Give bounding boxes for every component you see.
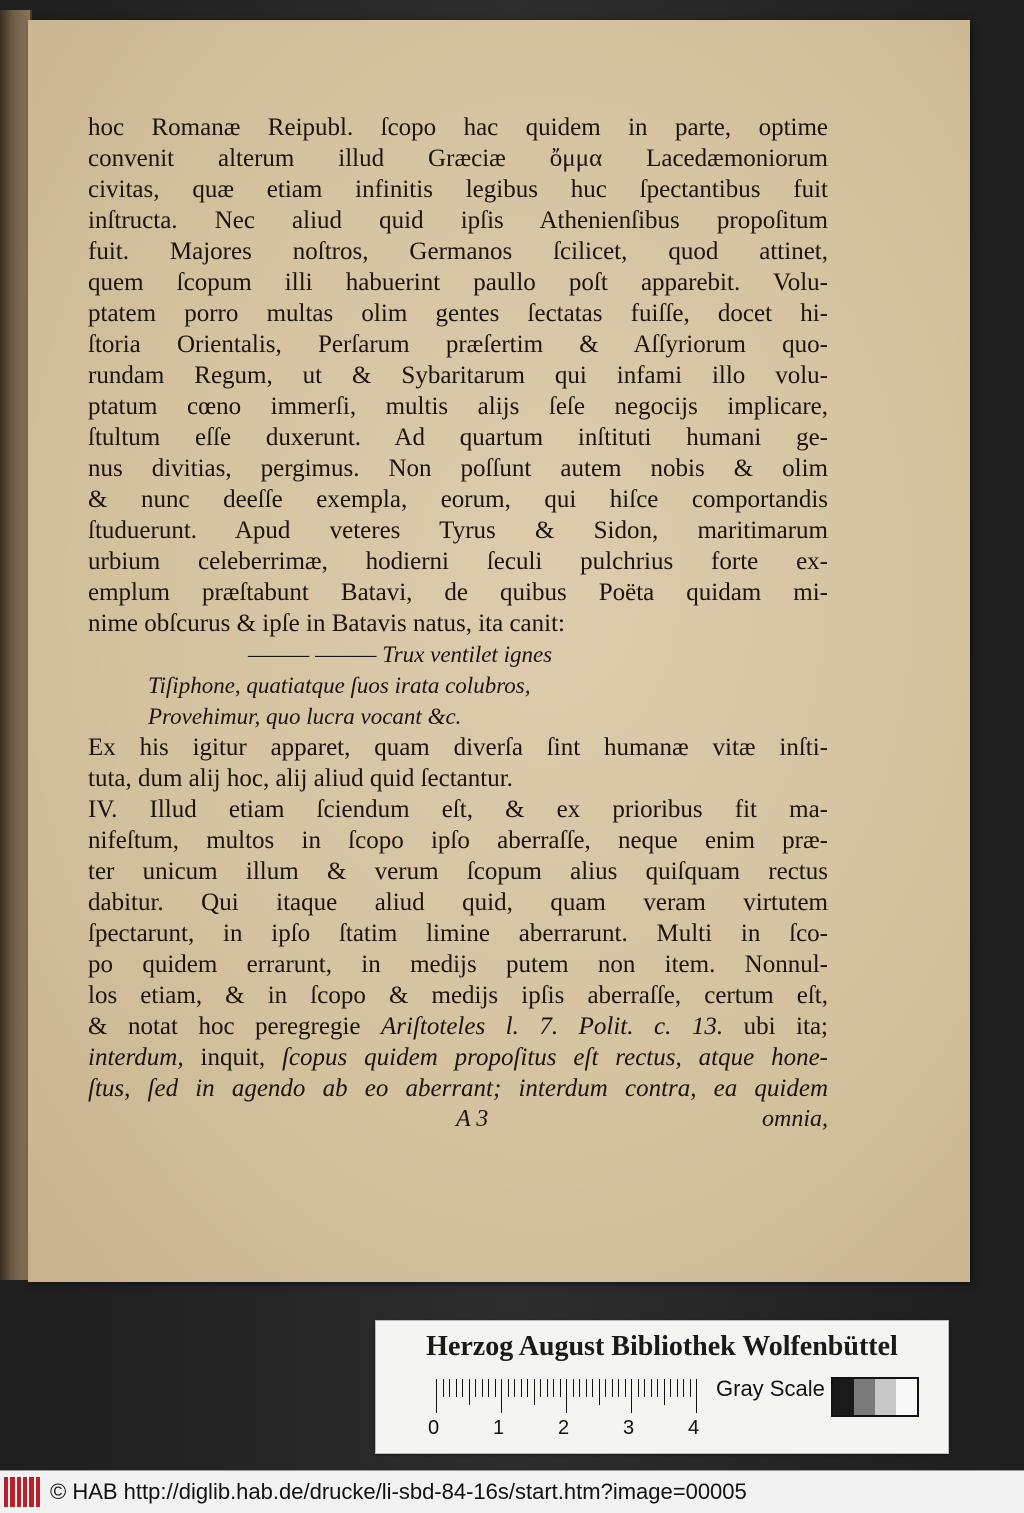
text-line: ptatum cœno immerſi, multis alijs ſeſe negocijs implicare, [88, 393, 828, 420]
text-line-inquit [88, 1042, 828, 1073]
ruler-tick [436, 1379, 437, 1413]
text-line: dabitur. Qui itaque aliud quid, quam veram virtutem [88, 889, 828, 916]
ruler-tick [521, 1379, 522, 1397]
text-line: inſtructa. Nec aliud quid ipſis Athenienſibus propoſitum [88, 207, 828, 234]
ruler-tick [690, 1379, 691, 1397]
text-line: civitas, quæ etiam infinitis legibus huc ſpectantibus fuit [88, 176, 828, 203]
ruler-tick [456, 1379, 457, 1397]
ruler-tick [527, 1379, 528, 1397]
ruler-tick [683, 1379, 684, 1397]
ruler-tick [488, 1379, 489, 1397]
swatch-gray [854, 1379, 875, 1415]
ruler-tick [586, 1379, 587, 1397]
ruler-number: 3 [623, 1417, 635, 1439]
ruler-tick [638, 1379, 639, 1397]
library-name: Herzog August Bibliothek Wolfenbüttel [426, 1331, 898, 1362]
ruler-tick [449, 1379, 450, 1397]
ruler-tick [573, 1379, 574, 1397]
book-page [28, 20, 970, 1282]
ruler-tick [599, 1379, 600, 1405]
ruler-tick [605, 1379, 606, 1397]
ruler-tick [547, 1379, 548, 1397]
ruler-tick [560, 1379, 561, 1397]
ruler-tick [618, 1379, 619, 1397]
ruler-tick [651, 1379, 652, 1397]
text-line: rundam Regum, ut & Sybaritarum qui infami illo volu- [88, 362, 828, 389]
signature-mark: A 3 [456, 1106, 489, 1132]
text-segment: & notat hoc peregregie [88, 1013, 382, 1040]
citation: Ariſtoteles l. 7. Polit. c. 13. [381, 1013, 724, 1040]
ruler-tick [657, 1379, 658, 1397]
text-line: ſpectarunt, in ipſo ſtatim limine aberrarunt. Multi in ſco- [88, 920, 828, 947]
ruler-tick [625, 1379, 626, 1397]
text-line: convenit alterum illud Græciæ ὄμμα Lacedæmoniorum [88, 145, 828, 172]
gray-scale-swatches [831, 1377, 919, 1417]
text-line: tuta, dum alij hoc, alij aliud quid ſectantur. [88, 765, 513, 792]
text-line: ſtoria Orientalis, Perſarum præſertim & Aſſyriorum quo- [88, 331, 828, 358]
text-line: los etiam, & in ſcopo & medijs ipſis aberraſſe, certum eſt, [88, 982, 828, 1009]
measurement-ruler [436, 1379, 698, 1413]
text-line: ter unicum illum & verum ſcopum alius quiſquam rectus [88, 858, 828, 885]
text-line: urbium celeberrimæ, hodierni ſeculi pulchrius forte ex- [88, 548, 828, 575]
text-segment: ubi ita; [723, 1013, 828, 1040]
ruler-number: 0 [428, 1417, 440, 1439]
ruler-tick [612, 1379, 613, 1397]
ruler-tick [670, 1379, 671, 1397]
verse-line: ——— ——— Trux ventilet ignes [248, 642, 553, 667]
page-text [88, 112, 828, 1135]
ruler-tick [677, 1379, 678, 1397]
text-line: emplum præſtabunt Batavi, de quibus Poëta quidam mi- [88, 579, 828, 606]
ruler-tick [553, 1379, 554, 1397]
ruler-number: 4 [688, 1417, 700, 1439]
ruler-tick [495, 1379, 496, 1397]
text-line: ptatem porro multas olim gentes ſectatas fuiſſe, docet hi- [88, 300, 828, 327]
verse-line: Provehimur, quo lucra vocant &c. [148, 704, 462, 729]
quotation: ſcopus quidem propoſitus eſt rectus, atque hone- [281, 1044, 828, 1071]
page-footer-line [88, 1104, 828, 1135]
ruler-tick [475, 1379, 476, 1397]
verse-line: Tiſiphone, quatiatque ſuos irata colubros, [148, 673, 531, 698]
ruler-number: 2 [558, 1417, 570, 1439]
text-line: ſtus, ſed in agendo ab eo aberrant; interdum contra, ea quidem [88, 1075, 828, 1102]
ruler-number: 1 [493, 1417, 505, 1439]
copyright-text: © HAB http://diglib.hab.de/drucke/li-sbd-84-16s/start.htm?image=00005 [50, 1479, 747, 1504]
text-line: nifeſtum, multos in ſcopo ipſo aberraſſe, neque enim præ- [88, 827, 828, 854]
ruler-tick [462, 1379, 463, 1397]
text-segment: interdum, [88, 1044, 184, 1071]
text-segment: inquit, [183, 1044, 282, 1071]
ruler-tick [482, 1379, 483, 1397]
ruler-tick [501, 1379, 502, 1413]
gray-scale-label: Gray Scale [716, 1376, 825, 1401]
text-line: IV. Illud etiam ſciendum eſt, & ex prioribus fit ma- [88, 796, 828, 823]
viewer-footer [0, 1470, 1024, 1513]
text-line: po quidem errarunt, in medijs putem non item. Nonnul- [88, 951, 828, 978]
text-line: ſtuduerunt. Apud veteres Tyrus & Sidon, maritimarum [88, 517, 828, 544]
text-line: hoc Romanæ Reipubl. ſcopo hac quidem in parte, optime [88, 114, 828, 141]
ruler-tick [696, 1379, 697, 1413]
text-line: Ex his igitur apparet, quam diverſa ſint humanæ vitæ inſti- [88, 734, 828, 761]
swatch-white [896, 1379, 917, 1415]
text-line: fuit. Majores noſtros, Germanos ſcilicet, quod attinet, [88, 238, 828, 265]
text-line: & nunc deeſſe exempla, eorum, qui hiſce comportandis [88, 486, 828, 513]
ruler-tick [664, 1379, 665, 1405]
text-line: nus divitias, pergimus. Non poſſunt autem nobis & olim [88, 455, 828, 482]
ruler-tick [443, 1379, 444, 1397]
ruler-tick [514, 1379, 515, 1397]
library-label-card [375, 1320, 949, 1454]
ruler-tick [534, 1379, 535, 1405]
ruler-tick [579, 1379, 580, 1397]
text-line: nime obſcurus & ipſe in Batavis natus, ita canit: [88, 610, 565, 637]
ruler-tick [644, 1379, 645, 1397]
swatch-light-gray [875, 1379, 896, 1415]
ruler-tick [592, 1379, 593, 1397]
catchword: omnia, [762, 1106, 828, 1132]
ruler-tick [631, 1379, 632, 1413]
ruler-tick [508, 1379, 509, 1397]
hab-logo-icon [4, 1477, 40, 1507]
text-line: ſtultum eſſe duxerunt. Ad quartum inſtituti humani ge- [88, 424, 828, 451]
ruler-tick [469, 1379, 470, 1405]
ruler-tick [540, 1379, 541, 1397]
ruler-numbers [428, 1417, 728, 1439]
text-line-aristotle [88, 1011, 828, 1042]
ruler-tick [566, 1379, 567, 1413]
swatch-black [833, 1379, 854, 1415]
text-line: quem ſcopum illi habuerint paullo poſt apparebit. Volu- [88, 269, 828, 296]
